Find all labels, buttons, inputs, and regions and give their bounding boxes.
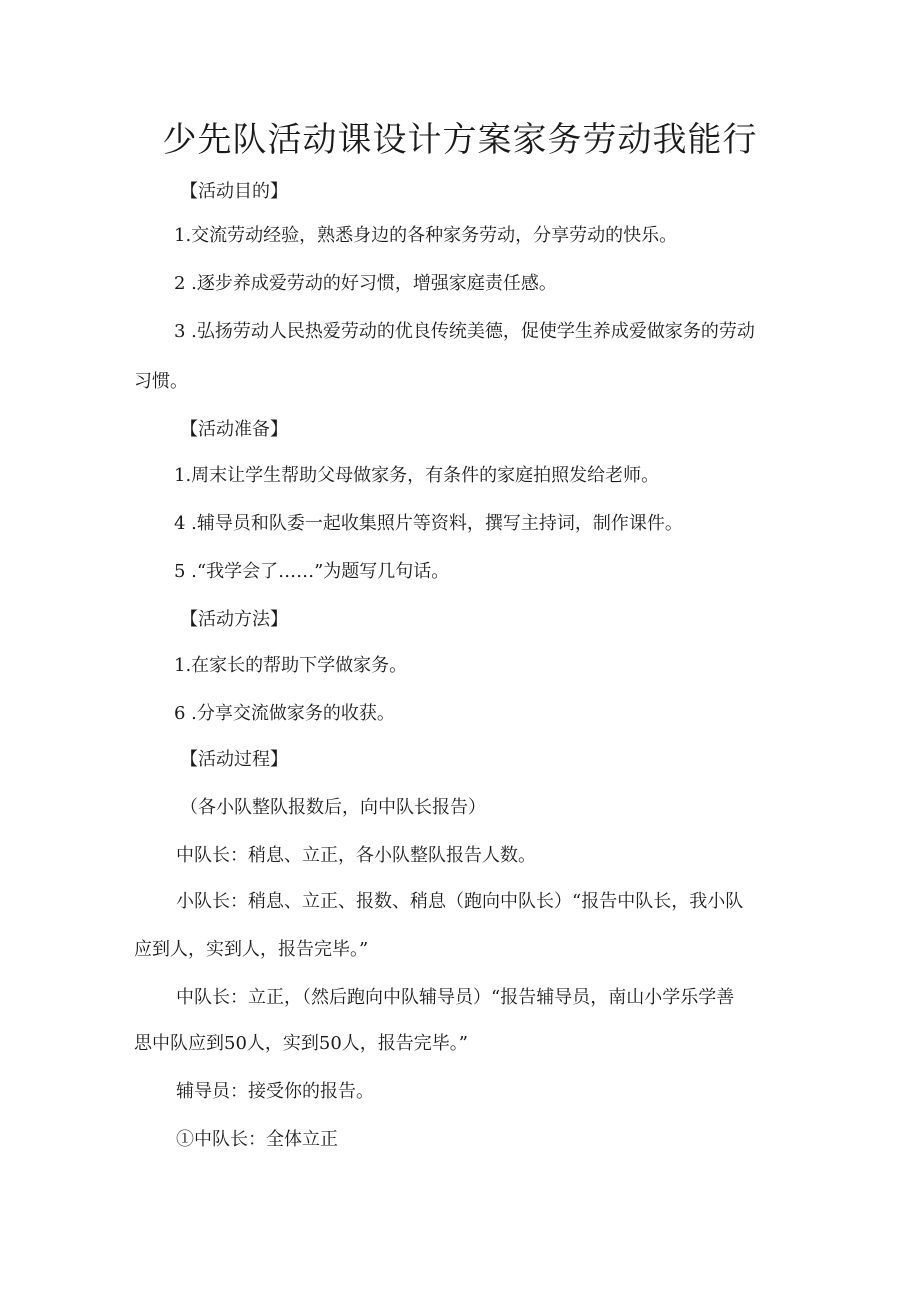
purpose-item-3-line-1: 3 .弘扬劳动人民热爱劳动的优良传统美德，促使学生养成爱做家务的劳动 xyxy=(174,321,755,342)
purpose-item-1: 1.交流劳动经验，熟悉身边的各种家务劳动，分享劳动的快乐。 xyxy=(174,225,678,246)
method-heading: 【活动方法】 xyxy=(180,609,288,630)
preparation-item-3: 5 .“我学会了……”为题写几句话。 xyxy=(174,561,450,582)
process-line-3b: 思中队应到50人，实到50人，报告完毕。” xyxy=(134,1033,469,1054)
purpose-item-2: 2 .逐步养成爱劳动的好习惯，增强家庭责任感。 xyxy=(174,273,557,294)
process-note: （各小队整队报数后，向中队长报告） xyxy=(180,797,486,818)
process-line-2b: 应到人，实到人，报告完毕。” xyxy=(134,939,369,960)
document-title: 少先队活动课设计方案家务劳动我能行 xyxy=(162,120,758,160)
process-line-5: ①中队长：全体立正 xyxy=(176,1129,338,1150)
preparation-item-1: 1.周末让学生帮助父母做家务，有条件的家庭拍照发给老师。 xyxy=(174,465,660,486)
preparation-heading: 【活动准备】 xyxy=(180,419,288,440)
purpose-heading: 【活动目的】 xyxy=(180,181,288,202)
preparation-item-2: 4 .辅导员和队委一起收集照片等资料，撰写主持词，制作课件。 xyxy=(174,513,683,534)
process-line-3a: 中队长：立正，（然后跑向中队辅导员）“报告辅导员，南山小学乐学善 xyxy=(176,987,735,1008)
process-line-2a: 小队长：稍息、立正、报数、稍息（跑向中队长）“报告中队长，我小队 xyxy=(176,891,744,912)
process-line-1: 中队长：稍息、立正，各小队整队报告人数。 xyxy=(176,845,536,866)
process-line-4: 辅导员：接受你的报告。 xyxy=(176,1081,374,1102)
purpose-item-3-line-2: 习惯。 xyxy=(134,371,188,392)
process-heading: 【活动过程】 xyxy=(180,749,288,770)
method-item-2: 6 .分享交流做家务的收获。 xyxy=(174,703,395,724)
method-item-1: 1.在家长的帮助下学做家务。 xyxy=(174,655,408,676)
